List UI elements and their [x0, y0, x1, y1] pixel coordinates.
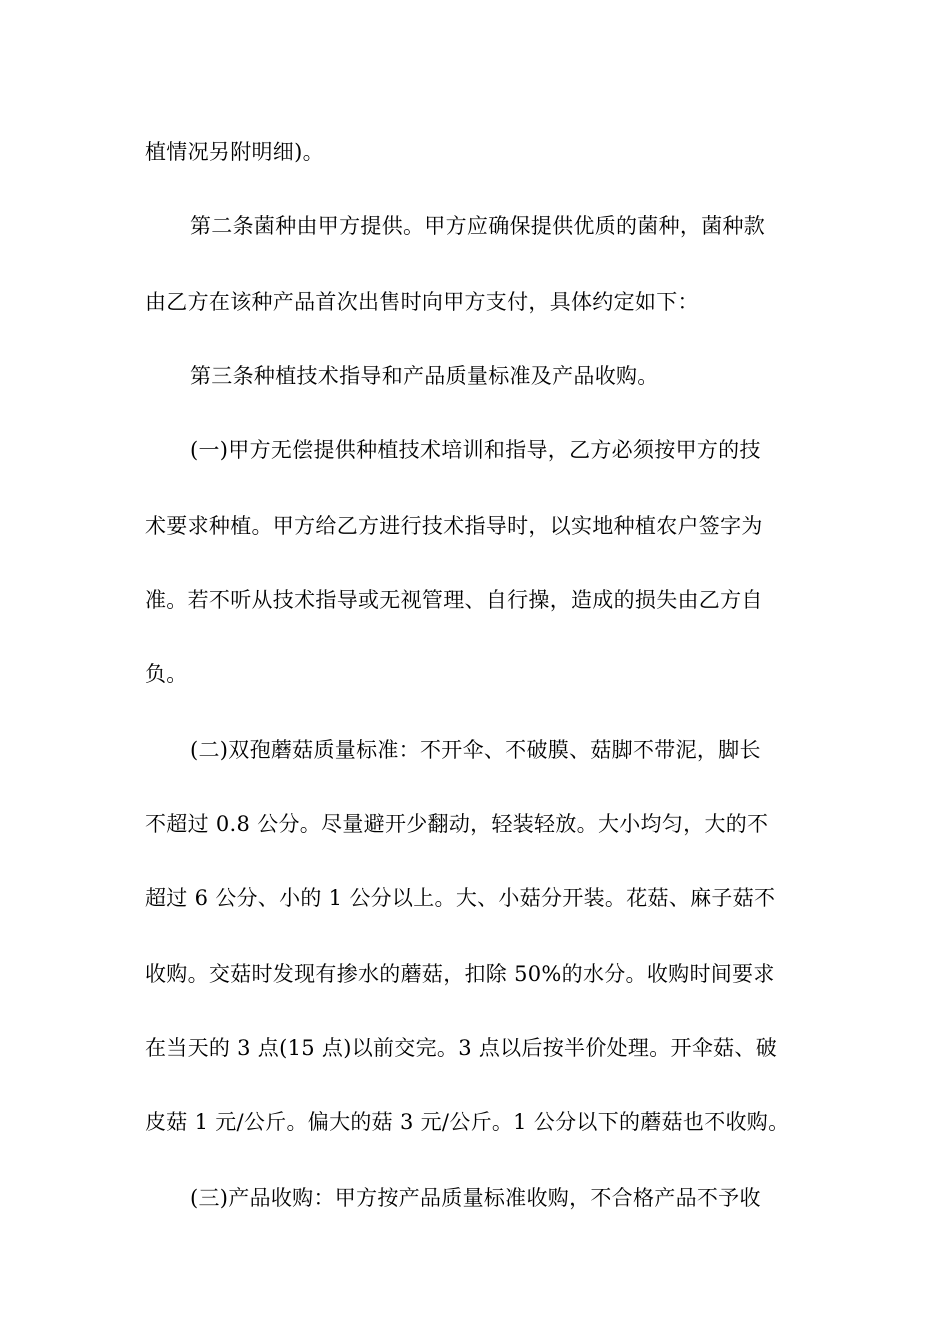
text-line: 不超过 0.8 公分。尽量避开少翻动，轻装轻放。大小均匀，大的不 [145, 812, 769, 836]
text-line: 皮菇 1 元/公斤。偏大的菇 3 元/公斤。1 公分以下的蘑菇也不收购。 [145, 1110, 790, 1134]
text-line: 负。 [145, 662, 188, 686]
item-3-start: (三)产品收购：甲方按产品质量标准收购，不合格产品不予收 [190, 1186, 761, 1210]
text-line: 由乙方在该种产品首次出售时向甲方支付，具体约定如下： [145, 290, 699, 314]
clause-3-heading: 第三条种植技术指导和产品质量标准及产品收购。 [190, 364, 659, 388]
clause-2-heading: 第二条菌种由甲方提供。甲方应确保提供优质的菌种，菌种款 [190, 214, 766, 238]
item-1-start: (一)甲方无偿提供种植技术培训和指导，乙方必须按甲方的技 [190, 438, 761, 462]
item-2-start: (二)双孢蘑菇质量标准：不开伞、不破膜、菇脚不带泥，脚长 [190, 738, 761, 762]
text-line: 术要求种植。甲方给乙方进行技术指导时，以实地种植农户签字为 [145, 514, 763, 538]
text-line: 在当天的 3 点(15 点)以前交完。3 点以后按半价处理。开伞菇、破 [145, 1036, 778, 1060]
text-line: 收购。交菇时发现有掺水的蘑菇，扣除 50%的水分。收购时间要求 [145, 962, 775, 986]
text-line: 准。若不听从技术指导或无视管理、自行操，造成的损失由乙方自 [145, 588, 763, 612]
text-line: 超过 6 公分、小的 1 公分以上。大、小菇分开装。花菇、麻子菇不 [145, 886, 776, 910]
text-line: 植情况另附明细)。 [145, 140, 324, 164]
